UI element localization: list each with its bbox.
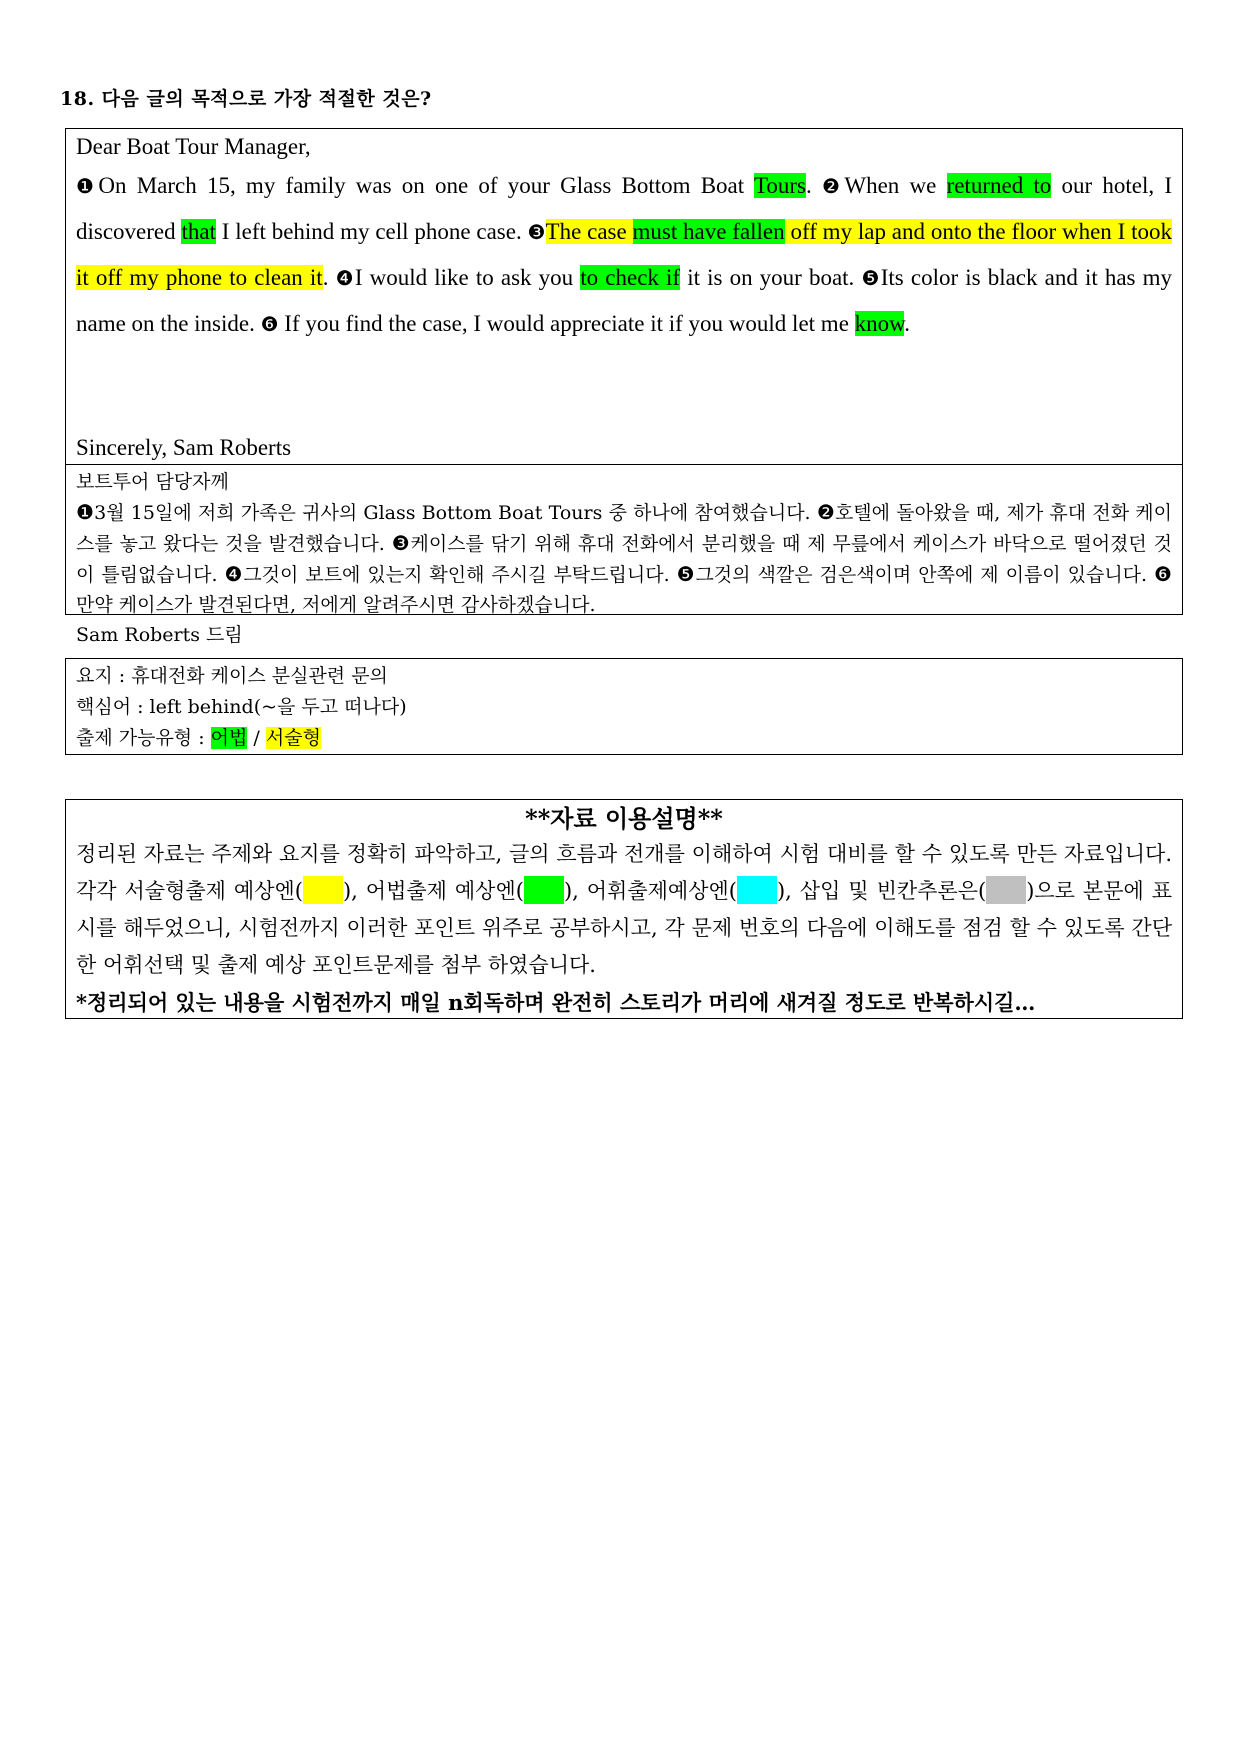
marker-3: ❸: [391, 531, 411, 555]
marker-1: ❶: [76, 500, 95, 524]
translation-sentence: 그것의 색깔은 검은색이며 안쪽에 제 이름이 있습니다.: [695, 564, 1155, 586]
guide-bold-line: *정리되어 있는 내용을 시험전까지 매일 n회독하며 완전히 스토리가 머리에 새겨질 정도로 반복하시길…: [76, 990, 1036, 1015]
marker-2: ❷: [821, 174, 845, 198]
summary-keyword: 핵심어 : left behind(~을 두고 떠나다): [76, 696, 407, 718]
translation-salutation: 보트투어 담당자께: [76, 471, 229, 493]
segment: On March 15, my family was on one of your Glass Bottom Boat: [98, 173, 754, 198]
question-title: 18. 다음 글의 목적으로 가장 적절한 것은?: [60, 88, 432, 110]
segment: .: [806, 173, 822, 198]
segment: .: [904, 311, 911, 336]
segment: I left behind my cell phone case.: [215, 219, 528, 244]
segment: our hotel, I discovered: [76, 173, 1172, 244]
highlight-grammar: Tours: [753, 173, 807, 198]
yellow-swatch: [303, 876, 343, 904]
highlight-essay: off my lap and onto the floor when I took it off my phone to clean it: [76, 219, 1172, 290]
marker-4: ❹: [224, 562, 244, 586]
segment: it is on your boat.: [680, 265, 862, 290]
highlight-grammar: that: [181, 219, 216, 244]
highlight-grammar: know: [854, 311, 905, 336]
type-grammar: 어법: [210, 727, 248, 749]
types-label: 출제 가능유형 :: [76, 727, 211, 749]
guide-title: **자료 이용설명**: [525, 804, 723, 833]
guide-text: ), 어휘출제예상엔(: [563, 879, 737, 903]
marker-4: ❹: [335, 266, 355, 290]
marker-6: ❻: [1154, 562, 1172, 586]
marker-3: ❸: [527, 220, 546, 244]
highlight-grammar: to check if: [580, 265, 681, 290]
summary-box: [65, 658, 1183, 755]
translation-sentence: 만약 케이스가 발견된다면, 저에게 알려주시면 감사하겠습니다.: [76, 594, 596, 616]
guide-text: )으로 본문에 표시를 해두었으니, 시험전까지 이러한 포인트 위주로 공부하시고, 각 문제 번호의 다음에 이해도를 점검 할 수 있도록 간단한 어휘선택 및 출제 예상 포인트문제를 첨부 하였습니다.: [76, 879, 1173, 977]
summary-gist: 요지 : 휴대전화 케이스 분실관련 문의: [76, 665, 388, 687]
segment: I would like to ask you: [354, 265, 581, 290]
guide-paragraph: [76, 836, 1172, 984]
letter-translation: [66, 465, 1182, 652]
marker-5: ❺: [676, 562, 696, 586]
segment: .: [322, 265, 336, 290]
cyan-swatch: [737, 876, 777, 904]
marker-1: ❶: [76, 174, 99, 198]
guide-text: 정리된 자료는 주제와 요지를 정확히 파악하고, 글의 흐름과 전개를 이해하여 시험 대비를 할 수 있도록 만든 자료입니다. 각각 서술형출제 예상엔(: [76, 842, 1172, 903]
highlight-grammar: returned to: [946, 173, 1052, 198]
letter-signature: Sincerely, Sam Roberts: [76, 435, 292, 460]
letter-body: [76, 163, 1172, 347]
guide-text: ), 어법출제 예상엔(: [342, 879, 524, 903]
type-separator: /: [247, 727, 266, 749]
translation-signature: Sam Roberts 드림: [76, 624, 243, 646]
gray-swatch: [986, 876, 1026, 904]
highlight-essay: The case: [545, 219, 633, 244]
segment: If you find the case, I would appreciate it if you would let me: [284, 311, 855, 336]
green-swatch: [524, 876, 564, 904]
letter-english: [66, 129, 1182, 432]
translation-sentence: 호텔에 돌아왔을 때, 제가 휴대 전화 케이스를 놓고 왔다는 것을 발견했습니다.: [76, 502, 1172, 555]
segment: When we: [844, 173, 947, 198]
translation-sentence: 케이스를 닦기 위해 휴대 전화에서 분리했을 때 제 무릎에서 케이스가 바닥으로 떨어졌던 것이 틀림없습니다.: [76, 533, 1172, 586]
translation-sentence: 3월 15일에 저희 가족은 귀사의 Glass Bottom Boat Tours 중 하나에 참여했습니다.: [94, 502, 817, 524]
translation-body: [76, 497, 1172, 620]
type-essay: 서술형: [265, 727, 321, 749]
guide-box: [65, 799, 1183, 1019]
marker-5: ❺: [861, 266, 881, 290]
marker-6: ❻: [260, 312, 279, 336]
segment: Its color is black and it has my name on the inside.: [76, 265, 1173, 336]
letter-box: [65, 128, 1183, 646]
summary-types: [76, 723, 1172, 754]
guide-text: ), 삽입 및 빈칸추론은(: [776, 879, 987, 903]
translation-sentence: 그것이 보트에 있는지 확인해 주시길 부탁드립니다.: [243, 564, 677, 586]
letter-salutation: Dear Boat Tour Manager,: [76, 134, 311, 159]
marker-2: ❷: [816, 500, 835, 524]
highlight-grammar: must have fallen: [632, 219, 785, 244]
